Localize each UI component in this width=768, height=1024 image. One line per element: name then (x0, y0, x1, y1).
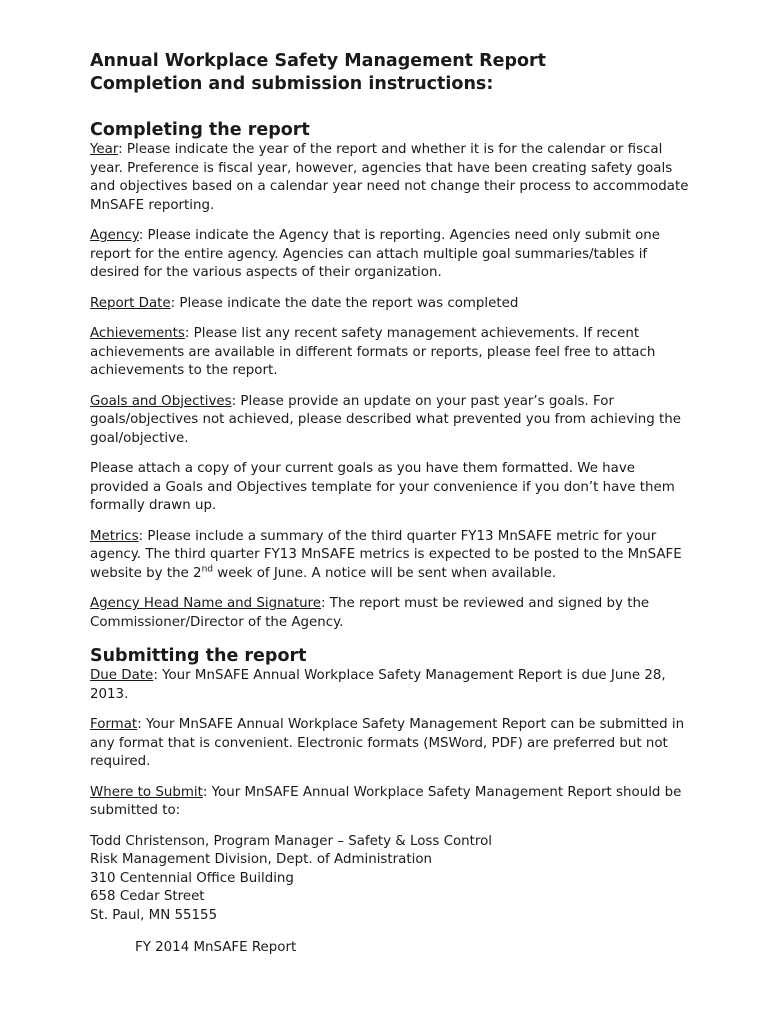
page-footer: FY 2014 MnSAFE Report (135, 940, 297, 955)
where-paragraph (90, 784, 690, 821)
report-date-label: Report Date (90, 295, 171, 311)
agency-label: Agency (90, 228, 139, 243)
due-date-paragraph (90, 667, 690, 704)
address-line: 310 Centennial Office Building (90, 870, 294, 886)
metrics-label: Metrics (90, 528, 139, 544)
achievements-paragraph (90, 325, 690, 381)
metrics-text-after: week of June. A notice will be sent when available. (213, 565, 557, 581)
address-line: 658 Cedar Street (90, 889, 205, 904)
report-date-paragraph (90, 295, 690, 314)
due-date-label: Due Date (90, 668, 154, 683)
document-title (90, 50, 690, 96)
format-paragraph (90, 716, 690, 772)
completing-heading: Completing the report (90, 120, 310, 140)
achievements-label: Achievements (90, 326, 185, 341)
year-paragraph (90, 141, 690, 215)
mailing-address (90, 833, 690, 926)
title-line-2: Completion and submission instructions: (90, 74, 494, 94)
attach-note-paragraph: Please attach a copy of your current goals as you have them formatted. We have provided a Goals and Objectives template for your convenience if you don’t have them formally drawn up. (90, 461, 675, 513)
goals-label: Goals and Objectives (90, 393, 232, 409)
format-label: Format (90, 717, 138, 732)
where-label: Where to Submit (90, 784, 203, 800)
where-text: : Your MnSAFE Annual Workplace Safety Management Report should be submitted to: (90, 784, 682, 818)
metrics-text-before: : Please include a summary of the third quarter FY13 MnSAFE metric for your agency. The third quarter FY13 MnSAFE metrics is expected to be posted to the MnSAFE website by the 2 (90, 528, 682, 581)
title-line-1: Annual Workplace Safety Management Report (90, 51, 547, 71)
agency-head-label: Agency Head Name and Signature (90, 596, 322, 611)
agency-paragraph (90, 227, 690, 283)
address-line: Risk Management Division, Dept. of Administration (90, 852, 433, 867)
due-date-text: : Your MnSAFE Annual Workplace Safety Management Report is due June 28, 2013. (90, 668, 666, 702)
agency-head-paragraph (90, 595, 690, 632)
report-date-text: : Please indicate the date the report was completed (170, 295, 519, 311)
goals-text: : Please provide an update on your past year’s goals. For goals/objectives not achieved, please described what prevented you from achieving the goal/objective. (90, 393, 681, 446)
document-page (90, 50, 690, 925)
agency-head-text: : The report must be reviewed and signed by the Commissioner/Director of the Agency. (90, 596, 650, 630)
address-line: St. Paul, MN 55155 (90, 907, 218, 923)
metrics-superscript: nd (201, 564, 213, 575)
metrics-paragraph (90, 528, 690, 584)
achievements-text: : Please list any recent safety management achievements. If recent achievements are available in different formats or reports, please feel free to attach achievements to the report. (90, 326, 656, 378)
year-text: : Please indicate the year of the report and whether it is for the calendar or fiscal year. Preference is fiscal year, however, agencies that have been creating safety goals and objectives based on a calendar year need not change their process to accommodate MnSAFE reporting. (90, 142, 689, 213)
submitting-heading: Submitting the report (90, 646, 307, 666)
address-line: Todd Christenson, Program Manager – Safety & Loss Control (90, 833, 493, 849)
agency-text: : Please indicate the Agency that is reporting. Agencies need only submit one report for the entire agency. Agencies can attach multiple goal summaries/tables if desired for the various aspects of their organization. (90, 228, 660, 280)
year-label: Year (90, 142, 119, 157)
goals-paragraph (90, 393, 690, 449)
format-text: : Your MnSAFE Annual Workplace Safety Management Report can be submitted in any format that is convenient. Electronic formats (MSWord, PDF) are preferred but not required. (90, 717, 685, 769)
